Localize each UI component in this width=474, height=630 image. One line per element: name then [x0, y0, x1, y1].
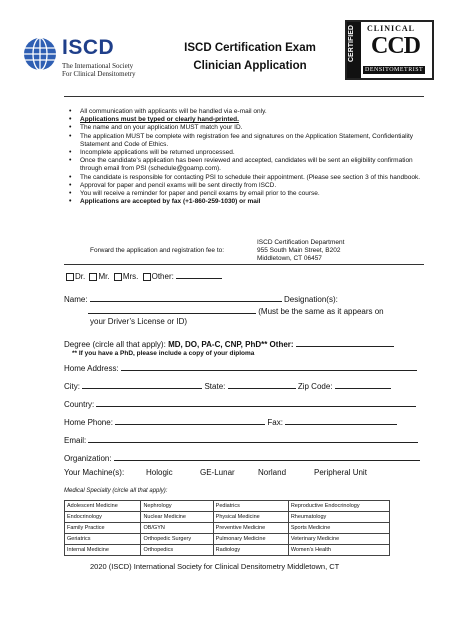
table-row — [65, 545, 390, 556]
other-label: Other: — [151, 272, 174, 281]
specialty-cell[interactable]: Women’s Health — [288, 545, 389, 556]
instruction-item: • Once the candidate’s application has been reviewed and accepted, candidates will be sent an eligibility confirmation through email from PSI (schedule@goamp.com). — [80, 157, 430, 173]
email-label: Email: — [64, 436, 87, 445]
specialty-cell[interactable]: Veterinary Medicine — [288, 534, 389, 545]
badge-side-text: CERTIFIED — [348, 25, 355, 62]
other-title-field[interactable] — [176, 270, 222, 279]
state-field[interactable] — [228, 380, 296, 389]
specialty-cell[interactable]: OB/GYN — [141, 523, 213, 534]
machine-option[interactable]: GE-Lunar — [200, 468, 235, 477]
fax-label: Fax: — [267, 418, 283, 427]
instructions-list — [68, 108, 430, 206]
mrs-label: Mrs. — [122, 272, 139, 281]
organization-label: Organization: — [64, 454, 112, 463]
license-note: your Driver’s License or ID) — [90, 317, 188, 326]
table-row — [65, 534, 390, 545]
country-label: Country: — [64, 400, 95, 409]
specialty-cell[interactable]: Internal Medicine — [65, 545, 141, 556]
city-field[interactable] — [82, 380, 202, 389]
zip-label: Zip Code: — [297, 382, 333, 391]
badge-top-text: CLINICAL — [367, 24, 416, 33]
machines-label: Your Machine(s): — [64, 468, 125, 477]
fax-field[interactable] — [285, 416, 397, 425]
table-row — [65, 512, 390, 523]
specialty-cell[interactable]: Endocrinology — [65, 512, 141, 523]
specialty-cell[interactable]: Preventive Medicine — [213, 523, 288, 534]
home-phone-field[interactable] — [115, 416, 265, 425]
specialty-cell[interactable]: Sports Medicine — [288, 523, 389, 534]
instruction-item: • Applications are accepted by fax (+1-860-259-1030) or mail — [80, 198, 430, 206]
specialty-label: Medical Specialty (circle all that apply): — [64, 488, 168, 494]
zip-field[interactable] — [335, 380, 391, 389]
designation-field[interactable] — [88, 305, 256, 314]
country-field[interactable] — [96, 398, 416, 407]
email-row — [64, 434, 418, 445]
mrs-checkbox[interactable] — [114, 273, 122, 281]
email-field[interactable] — [88, 434, 418, 443]
instruction-item: • The application MUST be complete with registration fee and signatures on the Application Statement, Confidentiality Statement and Code of Ethics. — [80, 133, 430, 149]
specialty-cell[interactable]: Geriatrics — [65, 534, 141, 545]
section-divider — [64, 264, 424, 265]
specialty-cell[interactable]: Pulmonary Medicine — [213, 534, 288, 545]
machine-option[interactable]: Hologic — [146, 468, 173, 477]
other-checkbox[interactable] — [143, 273, 151, 281]
footer: 2020 (ISCD) International Society for Clinical Densitometry Middletown, CT — [90, 562, 340, 571]
iscd-logo — [20, 30, 160, 90]
address-line: 955 South Main Street, B202 — [257, 247, 341, 255]
home-address-label: Home Address: — [64, 364, 119, 373]
state-label: State: — [204, 382, 226, 391]
country-row — [64, 398, 416, 409]
badge-bottom-text: DENSITOMETRIST — [365, 67, 424, 73]
table-row — [65, 523, 390, 534]
phd-note: ** If you have a PhD, please include a copy of your diploma — [72, 350, 255, 357]
city-label: City: — [64, 382, 80, 391]
address-line: ISCD Certification Department — [257, 239, 345, 246]
machine-option[interactable]: Norland — [258, 468, 287, 477]
logo-subtitle-line2: For Clinical Densitometry — [62, 70, 136, 78]
instruction-item: • Applications must be typed or clearly hand-printed. — [80, 116, 430, 124]
home-phone-label: Home Phone: — [64, 418, 113, 427]
logo-subtitle-line1: The International Society — [62, 62, 134, 70]
phone-row — [64, 416, 397, 427]
dr-label: Dr. — [75, 272, 86, 281]
degree-row — [64, 338, 394, 349]
mr-checkbox[interactable] — [89, 273, 97, 281]
specialty-cell[interactable]: Reproductive Endocrinology — [288, 501, 389, 512]
mailing-address — [257, 239, 344, 264]
specialty-cell[interactable]: Rheumatology — [288, 512, 389, 523]
logo-subtitle — [62, 62, 152, 78]
dr-checkbox[interactable] — [66, 273, 74, 281]
specialty-cell[interactable]: Orthopedic Surgery — [141, 534, 213, 545]
designation-label: Designation(s): — [284, 295, 338, 304]
ccd-badge — [345, 20, 434, 80]
name-label: Name: — [64, 295, 88, 304]
table-row — [65, 501, 390, 512]
instruction-item: • All communication with applicants will be handled via e-mail only. — [80, 108, 430, 116]
home-address-field[interactable] — [121, 362, 417, 371]
specialty-cell[interactable]: Radiology — [213, 545, 288, 556]
degree-label: Degree (circle all that apply): — [64, 340, 166, 349]
specialty-cell[interactable]: Physical Medicine — [213, 512, 288, 523]
specialty-cell[interactable]: Nephrology — [141, 501, 213, 512]
must-match-note: (Must be the same as it appears on — [258, 307, 384, 316]
instruction-item: • You will receive a reminder for paper and pencil exams by email prior to the course. — [80, 190, 430, 198]
specialty-cell[interactable]: Family Practice — [65, 523, 141, 534]
name-field[interactable] — [90, 293, 282, 302]
specialty-cell[interactable]: Orthopedics — [141, 545, 213, 556]
address-line: Middletown, CT 06457 — [257, 255, 322, 263]
badge-main-text: CCD — [371, 33, 420, 59]
specialty-cell[interactable]: Adolescent Medicine — [65, 501, 141, 512]
instruction-item: • Approval for paper and pencil exams will be sent directly from ISCD. — [80, 182, 430, 190]
page-subtitle: Clinician Application — [193, 60, 307, 72]
badge-side — [347, 22, 361, 78]
mr-label: Mr. — [98, 272, 110, 281]
organization-field[interactable] — [114, 452, 420, 461]
page-title: ISCD Certification Exam — [184, 42, 316, 54]
forward-text: Forward the application and registration fee to: — [90, 247, 225, 254]
degree-options[interactable]: MD, DO, PA-C, CNP, PhD** Other: — [168, 340, 294, 349]
logo-acronym: ISCD — [62, 36, 115, 59]
instruction-item: • The candidate is responsible for contacting PSI to schedule their appointment. (Please see section 3 of this handbook. — [80, 174, 430, 182]
machine-option[interactable]: Peripheral Unit — [314, 468, 367, 477]
degree-other-field[interactable] — [296, 338, 394, 347]
instruction-item: • Incomplete applications will be returned unprocessed. — [80, 149, 430, 157]
title-options — [64, 270, 222, 281]
specialty-table — [64, 500, 390, 556]
home-address-row — [64, 362, 417, 373]
organization-row — [64, 452, 420, 463]
name-row — [64, 293, 338, 304]
designation-row — [88, 305, 384, 316]
specialty-cell[interactable]: Pediatrics — [213, 501, 288, 512]
specialty-cell[interactable]: Nuclear Medicine — [141, 512, 213, 523]
city-row — [64, 380, 391, 391]
header-divider — [64, 96, 424, 97]
globe-icon — [22, 36, 58, 72]
instruction-item: • The name and on your application MUST match your ID. — [80, 124, 430, 132]
